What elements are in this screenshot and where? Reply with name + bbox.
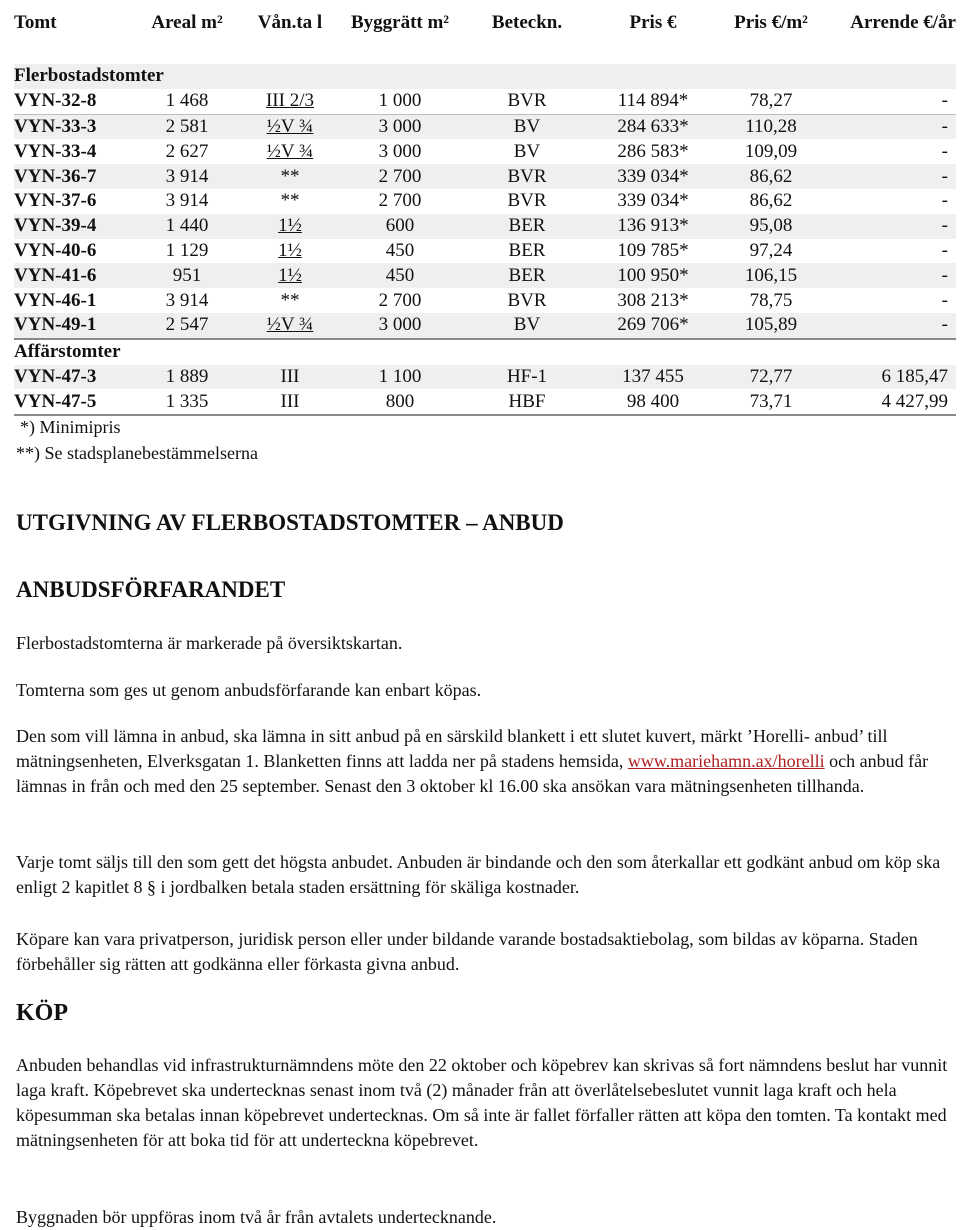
cell-tomt: VYN-36-7 <box>14 164 132 189</box>
table-row <box>14 239 956 264</box>
cell-vaningstal: ** <box>280 289 300 311</box>
cell-vaningstal: ½V ¾ <box>266 140 314 162</box>
cell-pris: 269 706* <box>592 313 714 339</box>
table-row <box>14 389 956 415</box>
col-header-tomt: Tomt <box>14 12 57 33</box>
cell-pris-per-m2: 95,08 <box>714 214 828 239</box>
col-header-pris: Pris € <box>629 12 677 33</box>
cell-vaningstal: 1½ <box>278 239 302 261</box>
cell-byggratt: 2 700 <box>378 289 422 311</box>
cell-byggratt: 1 000 <box>338 89 462 114</box>
paragraph-markerade: Flerbostadstomterna är markerade på översiktskartan. <box>16 633 403 653</box>
cell-byggratt: 2 700 <box>338 164 462 189</box>
cell-pris-per-m2: 78,75 <box>749 289 793 311</box>
paragraph-behandlas: Anbuden behandlas vid infrastrukturnämndens möte den 22 oktober och köpebrev kan skrivas så fort nämndens beslut har vunnit laga kraft. Köpebrevet ska undertecknas senast inom två (2) månader från att överlåtelsebeslutet vunnit laga kraft och hela köpesumman ska betalas innan köpebrevet undertecknas. Om så inte är fallet förfaller rätten att köpa den tomten. Ta kontakt med mätningsenheten för att boka tid för att underteckna köpebrevet. <box>16 1055 948 1150</box>
cell-pris-per-m2: 106,15 <box>714 263 828 288</box>
paragraph-byggnaden: Byggnaden bör uppföras inom två år från avtalets undertecknande. <box>16 1207 497 1227</box>
cell-pris: 339 034* <box>592 164 714 189</box>
cell-areal: 2 581 <box>132 114 242 139</box>
table-row <box>14 189 956 214</box>
cell-tomt: VYN-33-4 <box>14 140 97 162</box>
table-row <box>14 139 956 164</box>
cell-tomt: VYN-37-6 <box>14 190 97 212</box>
cell-vaningstal: ** <box>280 190 300 212</box>
table-row <box>14 214 956 239</box>
cell-pris: 100 950* <box>592 263 714 288</box>
cell-tomt: VYN-46-1 <box>14 289 97 311</box>
main-heading: UTGIVNING AV FLERBOSTADSTOMTER – ANBUD <box>16 510 564 535</box>
cell-pris: 136 913* <box>592 214 714 239</box>
cell-beteckning: BVR <box>507 289 547 311</box>
paragraph-hogsta-anbud: Varje tomt säljs till den som gett det högsta anbudet. Anbuden är bindande och den som återkallar ett godkänt anbud om köp ska enligt 2 kapitlet 8 § i jordbalken betala staden ersättning för skäliga kostnader. <box>16 852 941 897</box>
cell-vaningstal: III <box>242 389 338 415</box>
cell-areal: 3 914 <box>165 289 209 311</box>
cell-pris-per-m2: 78,27 <box>714 89 828 114</box>
cell-arrende: - <box>828 313 956 339</box>
paragraph-text: och anbud får lämnas in från och med den 25 september. Senast den 3 oktober kl 16.00 ska ansökan vara mätningsenheten tillhanda. <box>16 751 929 796</box>
section-row-affarstomter <box>14 339 956 365</box>
cell-arrende: - <box>941 289 948 311</box>
table-row <box>14 263 956 288</box>
cell-pris: 109 785* <box>617 239 689 261</box>
paragraph-anbud-instructions <box>16 724 951 799</box>
cell-tomt: VYN-49-1 <box>14 313 132 339</box>
cell-arrende: - <box>828 114 956 139</box>
footnote-minimipris: *) Minimipris <box>20 417 121 437</box>
table-row <box>14 89 956 114</box>
cell-tomt: VYN-39-4 <box>14 214 132 239</box>
cell-vaningstal: 1½ <box>242 263 338 288</box>
cell-pris-per-m2: 97,24 <box>749 239 793 261</box>
cell-beteckning: HBF <box>462 389 592 415</box>
paragraph-text: Den som vill lämna in anbud, ska lämna in sitt anbud på en särskild blankett i ett slutet kuvert, märkt ’Horelli- anbud’ till mätningsenheten, Elverksgatan 1. Blanketten finns att ladda ner på stadens hemsida, <box>16 726 888 771</box>
cell-arrende: - <box>941 140 948 162</box>
cell-areal: 3 914 <box>165 190 209 212</box>
cell-vaningstal: ** <box>242 164 338 189</box>
cell-tomt: VYN-33-3 <box>14 114 132 139</box>
cell-areal: 1 440 <box>132 214 242 239</box>
cell-arrende: - <box>941 239 948 261</box>
cell-byggratt: 450 <box>385 239 415 261</box>
cell-beteckning: BVR <box>507 190 547 212</box>
cell-pris: 284 633* <box>592 114 714 139</box>
cell-beteckning: BVR <box>462 164 592 189</box>
cell-byggratt: 1 100 <box>338 365 462 390</box>
col-header-pris-per-m2: Pris €/m² <box>734 12 808 33</box>
plots-table <box>14 6 956 416</box>
cell-pris: 98 400 <box>592 389 714 415</box>
cell-arrende: - <box>828 164 956 189</box>
website-link[interactable]: www.mariehamn.ax/horelli <box>627 751 825 771</box>
cell-tomt: VYN-41-6 <box>14 263 132 288</box>
cell-areal: 2 627 <box>165 140 209 162</box>
cell-beteckning: BER <box>508 239 546 261</box>
col-header-areal: Areal m² <box>151 12 223 33</box>
table-row <box>14 365 956 390</box>
cell-arrende: - <box>941 190 948 212</box>
cell-beteckning: BVR <box>462 89 592 114</box>
cell-beteckning: BER <box>462 263 592 288</box>
cell-beteckning: BV <box>513 140 541 162</box>
cell-tomt: VYN-40-6 <box>14 239 97 261</box>
cell-vaningstal: 1½ <box>242 214 338 239</box>
cell-areal: 1 468 <box>132 89 242 114</box>
paragraph-kopare: Köpare kan vara privatperson, juridisk person eller under bildande varande bostadsaktiebolag, som bildas av köparna. Staden förbehåller sig rätten att godkänna eller förkasta givna anbud. <box>16 929 918 974</box>
cell-areal: 951 <box>132 263 242 288</box>
cell-arrende: - <box>828 263 956 288</box>
section-title: Flerbostadstomter <box>14 64 956 89</box>
section-row-flerbostadstomter <box>14 64 956 89</box>
cell-tomt: VYN-47-3 <box>14 365 132 390</box>
cell-byggratt: 3 000 <box>378 140 422 162</box>
cell-vaningstal: ½V ¾ <box>242 114 338 139</box>
cell-tomt: VYN-47-5 <box>14 389 132 415</box>
cell-vaningstal: ½V ¾ <box>242 313 338 339</box>
cell-areal: 1 889 <box>132 365 242 390</box>
cell-pris: 286 583* <box>617 140 689 162</box>
cell-tomt: VYN-32-8 <box>14 89 132 114</box>
cell-beteckning: BER <box>462 214 592 239</box>
table-row <box>14 114 956 139</box>
cell-pris: 114 894* <box>592 89 714 114</box>
cell-pris-per-m2: 110,28 <box>714 114 828 139</box>
cell-arrende: - <box>828 214 956 239</box>
paragraph-kopas: Tomterna som ges ut genom anbudsförfarande kan enbart köpas. <box>16 680 482 700</box>
cell-beteckning: BV <box>462 313 592 339</box>
cell-pris: 339 034* <box>617 190 689 212</box>
cell-byggratt: 3 000 <box>338 313 462 339</box>
table-row <box>14 288 956 313</box>
table-header-row <box>14 6 956 64</box>
cell-pris-per-m2: 86,62 <box>749 190 793 212</box>
cell-byggratt: 2 700 <box>378 190 422 212</box>
section-title: Affärstomter <box>14 341 121 363</box>
col-header-arrende: Arrende €/år <box>850 12 956 33</box>
cell-areal: 1 335 <box>132 389 242 415</box>
cell-arrende: 4 427,99 <box>828 389 956 415</box>
cell-areal: 1 129 <box>165 239 209 261</box>
cell-areal: 3 914 <box>132 164 242 189</box>
cell-byggratt: 450 <box>338 263 462 288</box>
heading-kop: KÖP <box>16 1000 68 1026</box>
cell-pris-per-m2: 72,77 <box>714 365 828 390</box>
cell-pris: 137 455 <box>592 365 714 390</box>
cell-pris-per-m2: 109,09 <box>744 140 798 162</box>
table-row <box>14 313 956 339</box>
cell-arrende: - <box>828 89 956 114</box>
cell-vaningstal: III <box>242 365 338 390</box>
cell-beteckning: BV <box>462 114 592 139</box>
cell-byggratt: 600 <box>338 214 462 239</box>
cell-vaningstal: III 2/3 <box>242 89 338 114</box>
heading-anbudsforfarandet: ANBUDSFÖRFARANDET <box>16 577 286 602</box>
col-header-byggratt: Byggrätt m² <box>350 12 450 33</box>
cell-areal: 2 547 <box>132 313 242 339</box>
col-header-beteckning: Beteckn. <box>491 12 563 33</box>
cell-pris-per-m2: 86,62 <box>714 164 828 189</box>
cell-pris: 308 213* <box>617 289 689 311</box>
cell-pris-per-m2: 73,71 <box>714 389 828 415</box>
cell-arrende: 6 185,47 <box>828 365 956 390</box>
cell-pris-per-m2: 105,89 <box>714 313 828 339</box>
cell-byggratt: 3 000 <box>338 114 462 139</box>
footnote-stadsplan: **) Se stadsplanebestämmelserna <box>16 443 258 463</box>
cell-byggratt: 800 <box>338 389 462 415</box>
col-header-vaningstal: Vån.ta l <box>257 12 323 33</box>
cell-beteckning: HF-1 <box>462 365 592 390</box>
table-row <box>14 164 956 189</box>
